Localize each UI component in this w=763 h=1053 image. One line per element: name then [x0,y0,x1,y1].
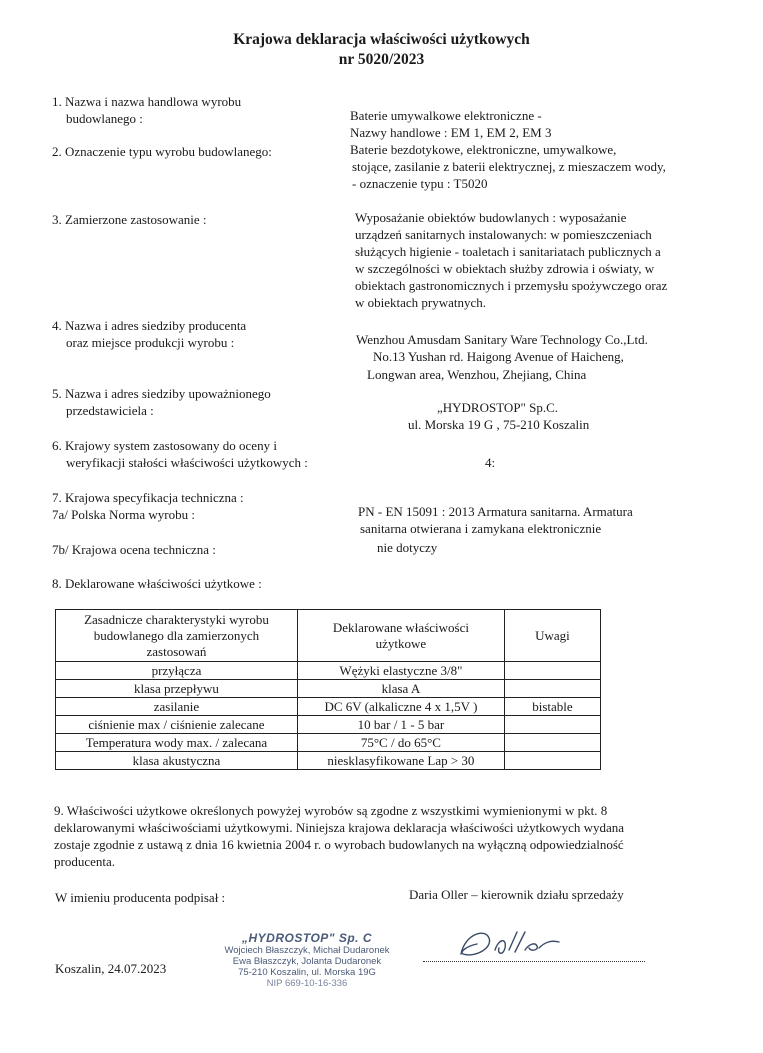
section-5-value-line2: ul. Morska 19 G , 75-210 Koszalin [408,417,590,432]
section-3-value-line3: służących higienie - toaletach i sanitariatach publicznych a [355,244,661,259]
section-7a-value-line1: PN - EN 15091 : 2013 Armatura sanitarna. Armatura [358,504,633,519]
table-cell: 75°C / do 65°C [297,734,504,752]
company-stamp: „HYDROSTOP" Sp. C Wojciech Błaszczyk, Michał Dudaronek Ewa Błaszczyk, Jolanta Dudaronek 75-210 Koszalin, ul. Morska 19G NIP 669-10-16-336 [224,931,390,989]
document-title: Krajowa deklaracja właściwości użytkowych [233,31,530,48]
table-row [56,698,601,716]
table-cell [504,752,600,770]
section-6-label-line1: 6. Krajowy system zastosowany do oceny i [52,438,277,453]
section-3-value-line1: Wyposażanie obiektów budowlanych : wyposażanie [355,210,627,225]
table-row [56,716,601,734]
table-cell [504,662,600,680]
section-4-label-line2: oraz miejsce produkcji wyrobu : [66,335,235,350]
section-2-label: 2. Oznaczenie typu wyrobu budowlanego: [52,144,272,159]
place-and-date: Koszalin, 24.07.2023 [55,961,167,976]
table-cell: bistable [504,698,600,716]
section-2-value-line3: - oznaczenie typu : T5020 [352,176,488,191]
section-1-value-line2: Nazwy handlowe : EM 1, EM 2, EM 3 [350,125,552,140]
section-3-value-line2: urządzeń sanitarnych instalowanych: w pomieszczeniach [355,227,652,242]
section-5-label-line2: przedstawiciela : [66,403,154,418]
table-cell: klasa A [297,680,504,698]
properties-table [55,609,601,770]
signed-label: W imieniu producenta podpisał : [55,890,226,905]
section-4-value-line1: Wenzhou Amusdam Sanitary Ware Technology Co.,Ltd. [356,332,648,347]
section-5-value-line1: „HYDROSTOP" Sp.C. [437,400,559,415]
document-number: nr 5020/2023 [338,51,425,68]
section-9-line4: producenta. [54,854,116,869]
table-cell: klasa akustyczna [56,752,298,770]
section-1-label-line2: budowlanego : [66,111,143,126]
section-6-label-line2: weryfikacji stałości właściwości użytkowych : [66,455,308,470]
section-9-line2: deklarowanymi właściwościami użytkowymi. Niniejsza krajowa deklaracja właściwości użytkowych wydana [54,820,625,835]
table-cell [504,734,600,752]
section-2-value-line2: stojące, zasilanie z baterii elektrycznej, z mieszaczem wody, [352,159,666,174]
table-cell: niesklasyfikowane Lap > 30 [297,752,504,770]
table-cell: klasa przepływu [56,680,298,698]
table-header-remarks: Uwagi [504,610,600,662]
table-cell: 10 bar / 1 - 5 bar [297,716,504,734]
table-cell: zasilanie [56,698,298,716]
section-9-line1: 9. Właściwości użytkowe określonych powyżej wyrobów są zgodne z wszystkimi wymienionymi w pkt. 8 [54,803,608,818]
table-row [56,734,601,752]
section-8-label: 8. Deklarowane właściwości użytkowe : [52,576,262,591]
section-7b-label: 7b/ Krajowa ocena techniczna : [52,542,216,557]
section-1-value-line1: Baterie umywalkowe elektroniczne - [350,108,542,123]
table-header-row [56,610,601,662]
table-cell: Temperatura wody max. / zalecana [56,734,298,752]
table-row [56,752,601,770]
section-4-value-line3: Longwan area, Wenzhou, Zhejiang, China [367,367,587,382]
table-cell: ciśnienie max / ciśnienie zalecane [56,716,298,734]
table-header-characteristics: Zasadnicze charakterystyki wyrobu budowlanego dla zamierzonych zastosowań [56,610,298,662]
section-4-label-line1: 4. Nazwa i adres siedziby producenta [52,318,247,333]
table-cell: DC 6V (alkaliczne 4 x 1,5V ) [297,698,504,716]
section-3-value-line6: w obiektach prywatnych. [355,295,487,310]
table-cell [504,680,600,698]
section-2-value-line1: Baterie bezdotykowe, elektroniczne, umywalkowe, [350,142,617,157]
section-5-label-line1: 5. Nazwa i adres siedziby upoważnionego [52,386,271,401]
section-9-line3: zostaje zgodnie z ustawą z dnia 16 kwietnia 2004 r. o wyrobach budowlanych na wyłączną odpowiedzialność [54,837,624,852]
section-3-label: 3. Zamierzone zastosowanie : [52,212,207,227]
table-row [56,680,601,698]
section-7-label: 7. Krajowa specyfikacja techniczna : [52,490,244,505]
table-header-declared: Deklarowane właściwości użytkowe [297,610,504,662]
table-cell: Wężyki elastyczne 3/8" [297,662,504,680]
table-row [56,662,601,680]
section-6-value: 4: [485,455,496,470]
section-3-value-line4: w szczególności w obiektach służby zdrowia i oświaty, w [355,261,655,276]
section-7a-label: 7a/ Polska Norma wyrobu : [52,507,195,522]
section-1-label-line1: 1. Nazwa i nazwa handlowa wyrobu [52,94,242,109]
table-cell: przyłącza [56,662,298,680]
signer-name: Daria Oller – kierownik działu sprzedaży [409,887,624,902]
section-3-value-line5: obiektach gastronomicznych i przemysłu spożywczego oraz [355,278,668,293]
handwritten-signature [455,924,565,964]
signature-line [423,960,645,962]
section-7b-value: nie dotyczy [377,540,438,555]
section-4-value-line2: No.13 Yushan rd. Haigong Avenue of Haicheng, [373,349,624,364]
section-7a-value-line2: sanitarna otwierana i zamykana elektronicznie [360,521,602,536]
table-cell [504,716,600,734]
